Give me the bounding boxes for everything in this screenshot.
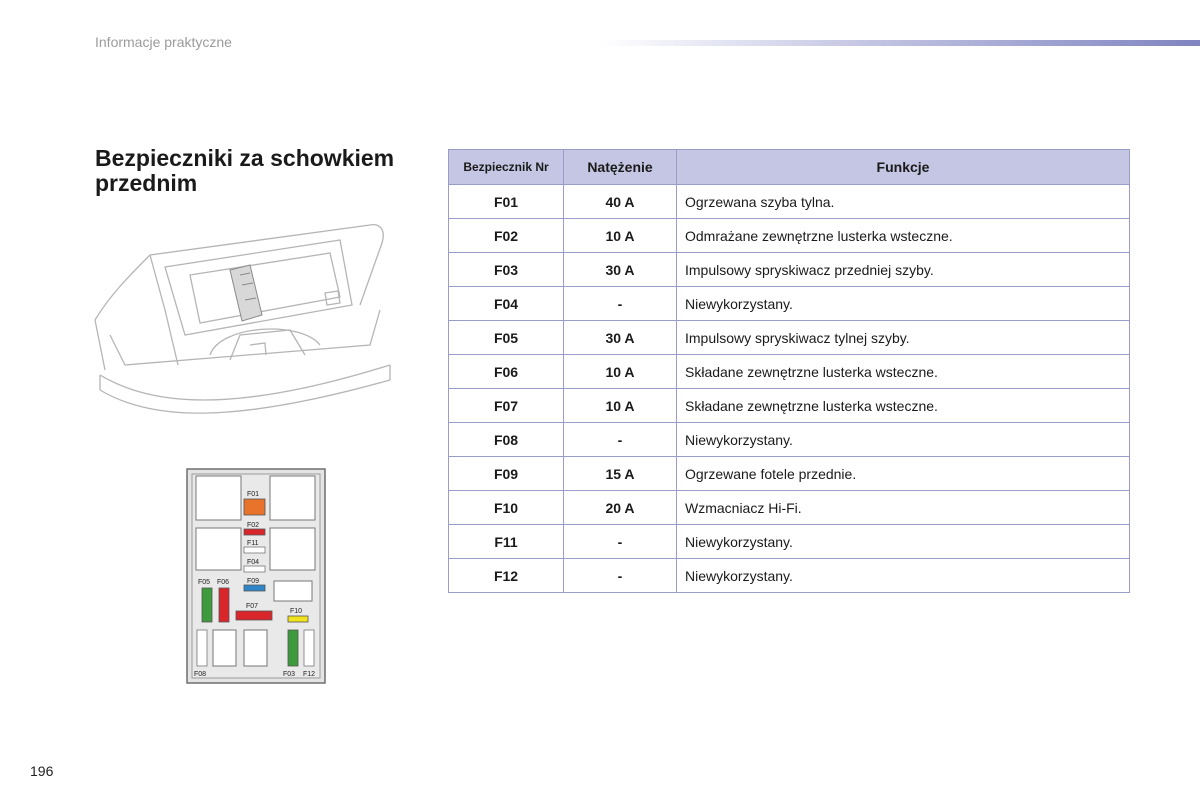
fuse-label-f10: F10 — [290, 608, 303, 615]
fuse-f10 — [288, 616, 308, 622]
fuse-function: Niewykorzystany. — [677, 287, 1130, 321]
fuse-id: F02 — [449, 219, 564, 253]
table-row — [449, 355, 1130, 389]
header-accent-bar — [600, 40, 1200, 46]
fuse-amperage: 10 A — [564, 219, 677, 253]
fuse-amperage: - — [564, 423, 677, 457]
fuse-f03 — [288, 630, 298, 666]
fuse-id: F08 — [449, 423, 564, 457]
fuse-amperage: - — [564, 559, 677, 593]
fuse-table-header-row — [449, 150, 1130, 185]
table-row — [449, 185, 1130, 219]
fuse-label-f05: F05 — [198, 579, 211, 586]
fuse-label-f12: F12 — [303, 671, 316, 678]
column-header-fuse-number: Bezpiecznik Nr — [449, 150, 564, 185]
fuse-label-f02: F02 — [247, 522, 260, 529]
table-row — [449, 559, 1130, 593]
fuse-amperage: - — [564, 287, 677, 321]
fuse-amperage: 40 A — [564, 185, 677, 219]
fuse-function: Odmrażane zewnętrzne lusterka wsteczne. — [677, 219, 1130, 253]
fuse-amperage: 10 A — [564, 389, 677, 423]
column-header-current: Natężenie — [564, 150, 677, 185]
fuse-id: F11 — [449, 525, 564, 559]
fuse-label-f08: F08 — [194, 671, 207, 678]
fuse-id: F03 — [449, 253, 564, 287]
fuse-function: Składane zewnętrzne lusterka wsteczne. — [677, 355, 1130, 389]
fuse-f02 — [244, 529, 265, 535]
fuse-label-f06: F06 — [217, 579, 230, 586]
fuse-id: F05 — [449, 321, 564, 355]
fuse-amperage: 10 A — [564, 355, 677, 389]
table-row — [449, 219, 1130, 253]
fusebox-diagram — [186, 468, 326, 684]
fuse-label-f07: F07 — [246, 603, 259, 610]
fuse-amperage: 30 A — [564, 253, 677, 287]
fuse-label-f09: F09 — [247, 578, 260, 585]
fuse-amperage: 15 A — [564, 457, 677, 491]
header-section-title: Informacje praktyczne — [95, 34, 232, 50]
fuse-function: Impulsowy spryskiwacz tylnej szyby. — [677, 321, 1130, 355]
table-row — [449, 423, 1130, 457]
section-title: Bezpieczniki za schowkiem przednim — [95, 145, 395, 196]
glovebox-illustration — [90, 215, 400, 425]
table-row — [449, 287, 1130, 321]
table-row — [449, 457, 1130, 491]
fuse-id: F01 — [449, 185, 564, 219]
table-row — [449, 491, 1130, 525]
fuse-f07 — [236, 611, 272, 620]
fuse-amperage: 30 A — [564, 321, 677, 355]
fuse-function: Niewykorzystany. — [677, 423, 1130, 457]
table-row — [449, 321, 1130, 355]
fuse-function: Wzmacniacz Hi-Fi. — [677, 491, 1130, 525]
fuse-function: Niewykorzystany. — [677, 525, 1130, 559]
fuse-id: F04 — [449, 287, 564, 321]
fuse-function: Niewykorzystany. — [677, 559, 1130, 593]
fuse-id: F09 — [449, 457, 564, 491]
fuse-f09 — [244, 585, 265, 591]
column-header-functions: Funkcje — [677, 150, 1130, 185]
fuse-function: Ogrzewana szyba tylna. — [677, 185, 1130, 219]
fuse-amperage: - — [564, 525, 677, 559]
table-row — [449, 525, 1130, 559]
fuse-id: F06 — [449, 355, 564, 389]
table-row — [449, 389, 1130, 423]
fuse-function: Ogrzewane fotele przednie. — [677, 457, 1130, 491]
fuse-table — [448, 149, 1130, 593]
table-row — [449, 253, 1130, 287]
fuse-function: Składane zewnętrzne lusterka wsteczne. — [677, 389, 1130, 423]
fuse-label-f01: F01 — [247, 491, 260, 498]
fuse-f05 — [202, 588, 212, 622]
fuse-f01 — [244, 499, 265, 515]
fuse-f06 — [219, 588, 229, 622]
fuse-function: Impulsowy spryskiwacz przedniej szyby. — [677, 253, 1130, 287]
fuse-id: F12 — [449, 559, 564, 593]
fuse-id: F10 — [449, 491, 564, 525]
fuse-amperage: 20 A — [564, 491, 677, 525]
fuse-label-f03: F03 — [283, 671, 296, 678]
page-number: 196 — [30, 763, 54, 779]
fuse-label-f04: F04 — [247, 559, 260, 566]
fuse-label-f11: F11 — [247, 540, 259, 547]
fuse-id: F07 — [449, 389, 564, 423]
